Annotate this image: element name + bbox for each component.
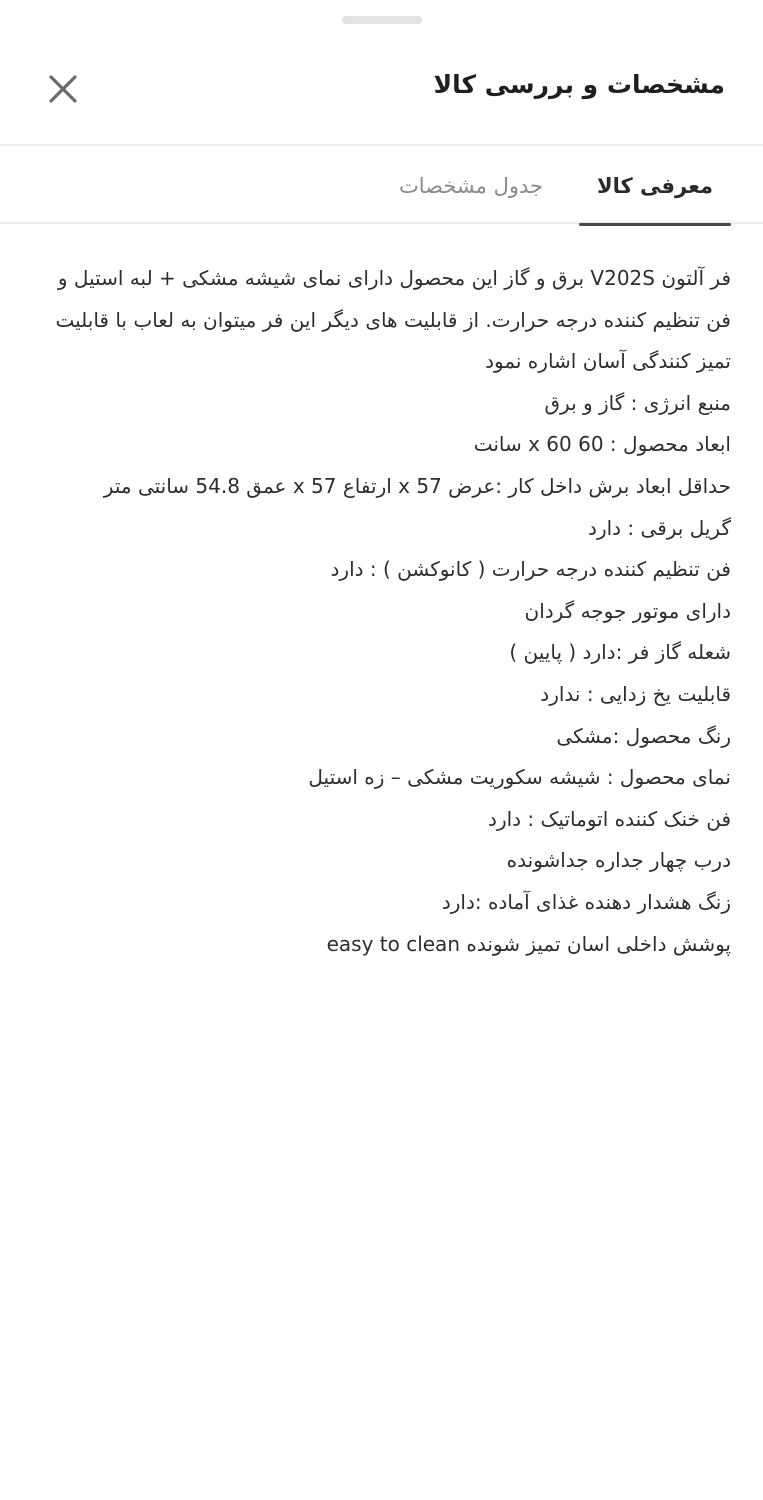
tab-spec-table[interactable] [383,148,559,224]
spec-line-interior-coating: پوشش داخلی اسان تمیز شونده easy to clean [326,931,731,956]
spec-line-defrost: قابلیت یخ زدایی : ندارد [540,681,731,706]
spec-line-electric-grill: گریل برقی : دارد [588,515,731,540]
product-description [44,258,731,965]
spec-line-color: رنگ محصول :مشکی [556,723,731,748]
tab-product-intro[interactable] [579,148,731,224]
spec-line-cutout-dimensions: حداقل ابعاد برش داخل کار :عرض 57 x ارتفاع 57 x عمق 54.8 سانتی متر [103,473,731,498]
close-icon [42,68,84,110]
close-button[interactable] [42,68,84,110]
tab-label: جدول مشخصات [399,174,543,198]
page-title: مشخصات و بررسی کالا [433,70,725,99]
spec-line-gas-flame: شعله گاز فر :دارد ( پایین ) [509,640,731,665]
tab-label: معرفی کالا [597,174,713,198]
active-tab-indicator [579,223,731,226]
sheet-header [0,0,763,146]
spec-line-front-panel: نمای محصول : شیشه سکوریت مشکی – زه استیل [308,765,731,790]
spec-line-door: درب چهار جداره جداشونده [506,848,731,873]
spec-line-energy-source: منبع انرژی : گاز و برق [544,390,731,415]
spec-line-cooling-fan: فن خنک کننده اتوماتیک : دارد [488,806,731,831]
spec-line-convection-fan: فن تنظیم کننده درجه حرارت ( کانوکشن ) : دارد [330,557,731,582]
spec-line-timer-alarm: زنگ هشدار دهنده غذای آماده :دارد [441,889,731,914]
spec-line-dimensions: ابعاد محصول : 60 x 60 سانت [473,432,731,457]
tab-bar [0,148,763,224]
spec-line-rotisserie: دارای موتور جوجه گردان [524,598,731,623]
description-paragraph: فر آلتون V202S برق و گاز این محصول دارای نمای شیشه مشکی + لبه استیل و فن تنظیم کننده درجه حرارت. از قابلیت های دیگر این فر میتوان به لعاب با قابلیت تمیز کنندگی آسان اشاره نمود [55,266,731,374]
